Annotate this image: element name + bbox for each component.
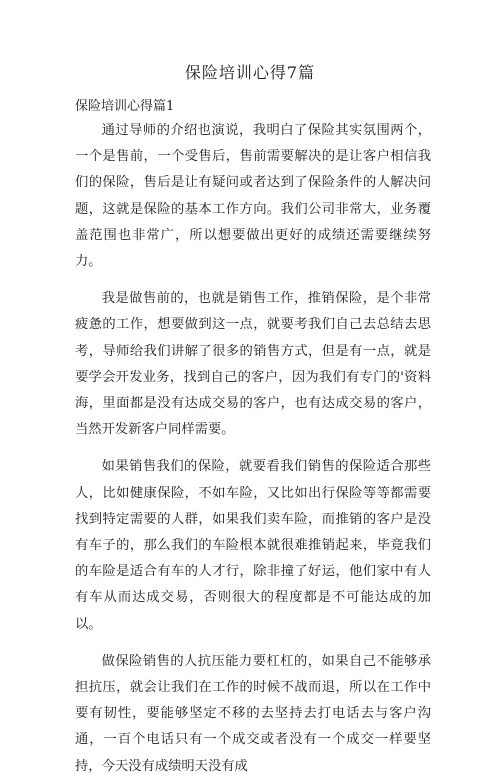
document-body <box>75 118 431 780</box>
paragraph: 如果销售我们的保险，就要看我们销售的保险适合那些人，比如健康保险，不如车险，又比如出行保险等等都需要找到特定需要的人群，如果我们卖车险，而推销的客户是没有车子的，那么我们的车险根本就很难推销起来，毕竟我们的车险是适合有车的人才行，除非撞了好运，他们家中有人有车从而达成交易，否则很大的程度都是不可能达成的加以。 <box>75 459 431 632</box>
section-heading: 保险培训心得篇1 <box>75 99 175 114</box>
paragraph: 我是做售前的，也就是销售工作，推销保险，是个非常疲惫的工作，想要做到这一点，就要考我们自己去总结去思考，导师给我们讲解了很多的销售方式，但是有一点，就是要学会开发业务，找到自己的客户，因为我们有专门的'资料海，里面都是没有达成交易的客户，也有达成交易的客户，当然开发新客户同样需要。 <box>75 291 431 438</box>
paragraph: 通过导师的介绍也演说，我明白了保险其实氛围两个，一个是售前，一个受售后，售前需要解决的是让客户相信我们的保险，售后是让有疑问或者达到了保险条件的人解决问题，这就是保险的基本工作方向。我们公司非常大，业务覆盖范围也非常广，所以想要做出更好的成绩还需要继续努力。 <box>75 123 431 270</box>
document-title: 保险培训心得7篇 <box>184 63 316 82</box>
paragraph: 做保险销售的人抗压能力要杠杠的，如果自己不能够承担抗压，就会让我们在工作的时候不战而退，所以在工作中要有韧性，要能够坚定不移的去坚持去打电话去与客户沟通，一百个电话只有一个成交或者没有一个成交一样要坚持，今天没有成绩明天没有成 <box>75 653 431 774</box>
